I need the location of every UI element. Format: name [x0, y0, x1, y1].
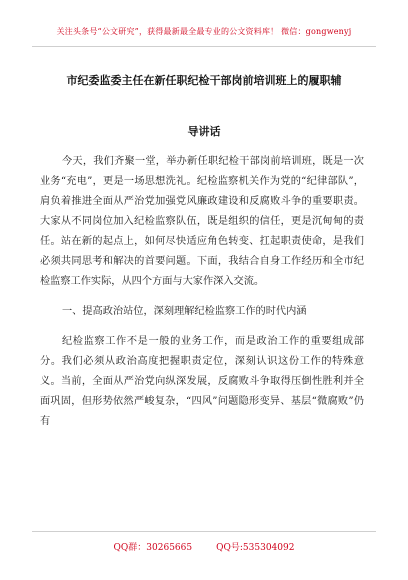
page-header: 关注头条号“公文研究”，获得最新最全最专业的公文资料库！ 微信：gongwenyj	[56, 27, 352, 36]
document-title-line2: 导讲话	[187, 125, 221, 138]
section-heading-1: 一、提高政治站位，深刻理解纪检监察工作的时代内涵	[62, 306, 307, 317]
page-footer	[0, 540, 408, 553]
paragraph-section-1: 纪检监察工作不是一般的业务工作，而是政治工作的重要组成部分。我们必须从政治高度把握职责定位，深刻认识这份工作的特殊意义。当前，全面从严治党向纵深发展，反腐败斗争取得压倒性胜利并全面巩固，但形势依然严峻复杂，“四风”问题隐形变异、基层“微腐败”仍有	[40, 336, 364, 427]
paragraph-intro: 今天，我们齐聚一堂，举办新任职纪检干部岗前培训班，既是一次业务“充电”，更是一场思想洗礼。纪检监察机关作为党的“纪律部队”，肩负着推进全面从严治党加强党风廉政建设和反腐败斗争的重要职责。大家从不同岗位加入纪检监察队伍，既是组织的信任，更是沉甸甸的责任。站在新的起点上，如何尽快适应角色转变、扛起职责使命，是我们必须共同思考和解决的首要问题。下面，我结合自身工作经历和全市纪检监察工作实际，从四个方面与大家作深入交流。	[40, 156, 364, 287]
header-divider	[32, 46, 376, 47]
footer-divider	[32, 531, 376, 532]
qq-number: QQ号:535304092	[216, 543, 295, 553]
qq-group: QQ群：30265665	[113, 543, 193, 553]
document-title-line1: 市纪委监委主任在新任职纪检干部岗前培训班上的履职辅	[66, 74, 342, 87]
document-body	[40, 152, 364, 432]
